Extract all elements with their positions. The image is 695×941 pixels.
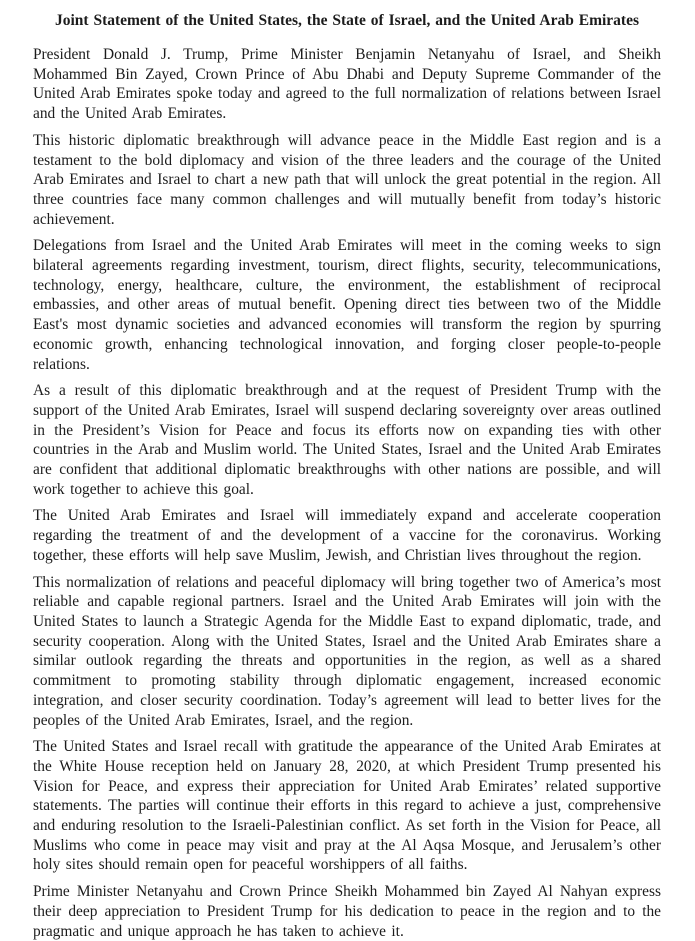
paragraph-coronavirus: The United Arab Emirates and Israel will immediately expand and accelerate cooperation regarding the treatment of and the development of a vaccine for the coronavirus. Working together, these efforts will help save Muslim, Jewish, and Christian lives throughout the region. xyxy=(33,507,661,564)
paragraph-strategic-agenda: This normalization of relations and peaceful diplomacy will bring together two of America’s most reliable and capable regional partners. Israel and the United Arab Emirates will join with the United States to launch a Strategic Agenda for the Middle East to expand diplomatic, trade, and security cooperation. Along with the United States, Israel and the United Arab Emirates share a similar outlook regarding the threats and opportunities in the region, as well as a shared commitment to promoting stability through diplomatic engagement, increased economic integration, and closer security coordination. Today’s agreement will lead to better lives for the peoples of the United Arab Emirates, Israel, and the region. xyxy=(33,573,661,729)
paragraph-delegations: Delegations from Israel and the United Arab Emirates will meet in the coming weeks to sign bilateral agreements regarding investment, tourism, direct flights, security, telecommunications, technology, energy, healthcare, culture, the environment, the establishment of reciprocal embassies, and other areas of mutual benefit. Opening direct ties between two of the Middle East's most dynamic societies and advanced economies will transform the region by spurring economic growth, enhancing technological innovation, and forging closer people-to-people relations. xyxy=(33,237,661,373)
paragraph-sovereignty: As a result of this diplomatic breakthrough and at the request of President Trump with the support of the United Arab Emirates, Israel will suspend declaring sovereignty over areas outlined in the President’s Vision for Peace and focus its efforts now on expanding ties with other countries in the Arab and Muslim world. The United States, Israel and the United Arab Emirates are confident that additional diplomatic breakthroughs with other nations are possible, and will work together to achieve this goal. xyxy=(33,382,661,498)
document-title: Joint Statement of the United States, the State of Israel, and the United Arab Emirates xyxy=(54,12,639,29)
paragraph-appreciation: Prime Minister Netanyahu and Crown Prince Sheikh Mohammed bin Zayed Al Nahyan express their deep appreciation to President Trump for his dedication to peace in the region and to the pragmatic and unique approach he has taken to achieve it. xyxy=(33,883,661,940)
paragraph-vision-for-peace: The United States and Israel recall with gratitude the appearance of the United Arab Emirates at the White House reception held on January 28, 2020, at which President Trump presented his Vision for Peace, and express their appreciation for United Arab Emirates’ related supportive statements. The parties will continue their efforts in this regard to achieve a just, comprehensive and enduring resolution to the Israeli-Palestinian conflict. As set forth in the Vision for Peace, all Muslims who come in peace may visit and pray at the Al Aqsa Mosque, and Jerusalem’s other holy sites should remain open for peaceful worshippers of all faiths. xyxy=(33,738,661,874)
paragraph-intro: President Donald J. Trump, Prime Minister Benjamin Netanyahu of Israel, and Sheikh Mohammed Bin Zayed, Crown Prince of Abu Dhabi and Deputy Supreme Commander of the United Arab Emirates spoke today and agreed to the full normalization of relations between Israel and the United Arab Emirates. xyxy=(33,46,661,123)
paragraph-breakthrough: This historic diplomatic breakthrough will advance peace in the Middle East region and is a testament to the bold diplomacy and vision of the three leaders and the courage of the United Arab Emirates and Israel to chart a new path that will unlock the great potential in the region. All three countries face many common challenges and will mutually benefit from today’s historic achievement. xyxy=(33,131,661,228)
